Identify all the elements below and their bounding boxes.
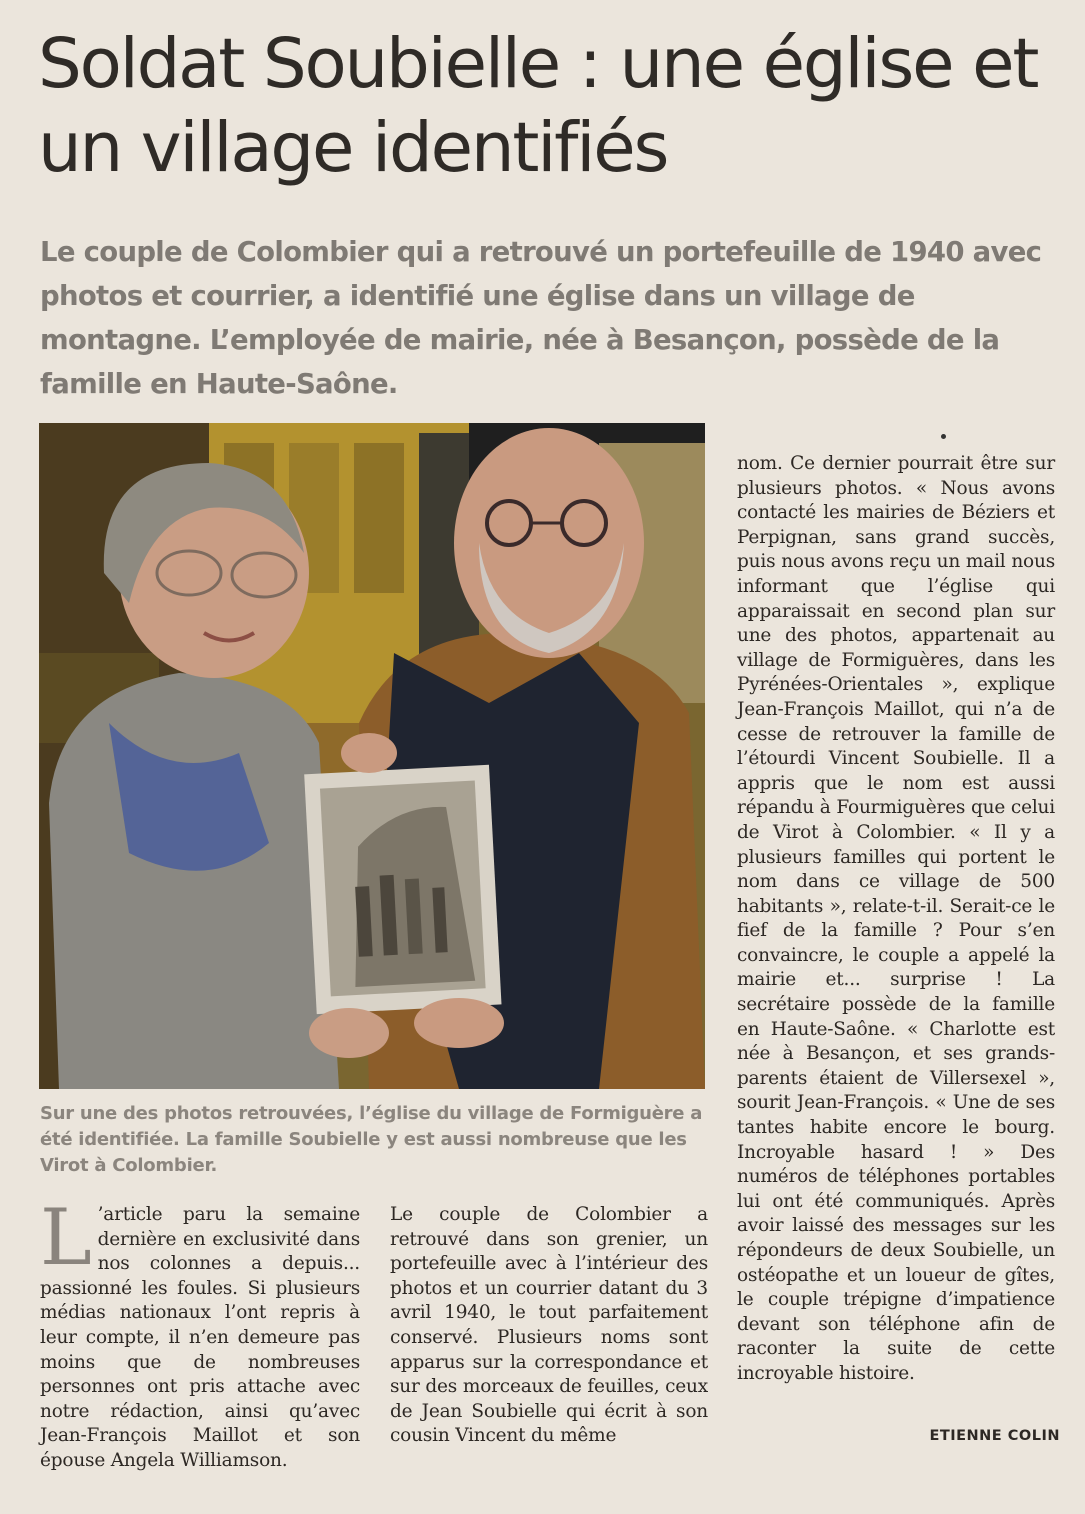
- headline: Soldat Soubielle : une église et un village identifiés: [38, 24, 1038, 188]
- drop-cap: L: [40, 1193, 92, 1283]
- standfirst: Le couple de Colombier qui a retrouvé un portefeuille de 1940 avec photos et courrier, a identifié une église dans un village de montagne. L’employée de mairie, née à Besançon, possède de la famille en Haute-Saône.: [40, 236, 1042, 400]
- byline: ETIENNE COLIN: [929, 1428, 1060, 1444]
- body-column-2: [390, 1203, 708, 1449]
- body-column-3: [737, 452, 1055, 1387]
- article-photo: [39, 423, 705, 1089]
- body-text-col2: Le couple de Colombier a retrouvé dans son grenier, un portefeuille avec à l’intérieur des photos et un courrier datant du 3 avril 1940, le tout parfaitement conservé. Plusieurs noms sont apparus sur la correspondance et sur des morceaux de feuilles, ceux de Jean Soubielle qui écrit à son cousin Vincent du même: [390, 1204, 708, 1447]
- photo-caption: Sur une des photos retrouvées, l’église du village de Formiguère a été identifiée. La famille Soubielle y est aussi nombreuse que les Virot à Colombier.: [40, 1103, 703, 1176]
- body-column-1: [40, 1193, 360, 1474]
- body-text-col1: ’article paru la semaine dernière en exclusivité dans nos colonnes a depuis... passionné les foules. Si plusieurs médias nationaux l’ont repris à leur compte, il n’en demeure pas moins que de nombreuses personnes ont pris attache avec notre rédaction, ainsi qu’avec Jean-François Maillot et son épouse Angela Williamson.: [40, 1204, 360, 1471]
- body-text-col3: nom. Ce dernier pourrait être sur plusieurs photos. « Nous avons contacté les mairies de Béziers et Perpignan, sans grand succès, puis nous avons reçu un mail nous informant que l’église qui apparaissait en second plan sur une des photos, appartenait au village de Formiguères, dans les Pyrénées-Orientales », explique Jean-François Maillot, qui n’a de cesse de retrouver la famille de l’étourdi Vincent Soubielle. Il a appris que le nom est aussi répandu à Fourmiguères que celui de Virot à Colombier. « Il y a plusieurs familles qui portent le nom dans ce village de 500 habitants », relate-t-il. Serait-ce le fief de la famille ? Pour s’en convaincre, le couple a appelé la mairie et... surprise ! La secrétaire possède de la famille en Haute-Saône. « Charlotte est née à Besançon, et ses grands-parents étaient de Villersexel », sourit Jean-François. « Une de ses tantes habite encore le bourg. Incroyable hasard ! » Des numéros de téléphones portables lui ont été communiqués. Après avoir laissé des messages sur les répondeurs de deux Soubielle, un ostéopathe et un loueur de gîtes, le couple trépigne d’impatience devant son téléphone afin de raconter la suite de cette incroyable histoire.: [737, 453, 1055, 1384]
- print-mark: [941, 434, 946, 439]
